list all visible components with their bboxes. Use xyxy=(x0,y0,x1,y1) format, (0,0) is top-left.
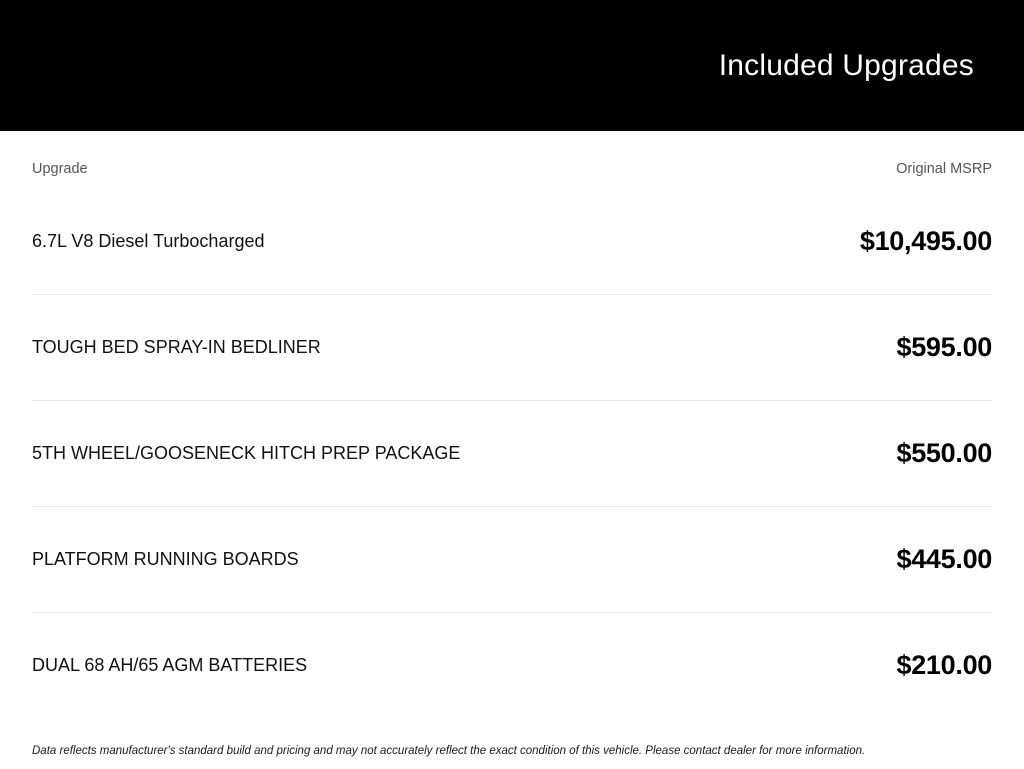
upgrade-name: PLATFORM RUNNING BOARDS xyxy=(32,507,512,613)
table-header-row xyxy=(32,131,992,189)
upgrade-name: 5TH WHEEL/GOOSENECK HITCH PREP PACKAGE xyxy=(32,401,512,507)
disclaimer-text: Data reflects manufacturer's standard build and pricing and may not accurately reflect the exact condition of this vehicle. Please contact dealer for more information. xyxy=(32,745,866,757)
table-row xyxy=(32,613,992,719)
upgrades-table xyxy=(32,131,992,718)
table-row xyxy=(32,189,992,295)
upgrade-price: $445.00 xyxy=(512,507,992,613)
table-row xyxy=(32,507,992,613)
upgrade-price: $10,495.00 xyxy=(859,226,992,256)
upgrade-price: $595.00 xyxy=(512,295,992,401)
column-header-upgrade: Upgrade xyxy=(32,161,88,177)
column-header-msrp: Original MSRP xyxy=(896,161,992,177)
page-header xyxy=(0,0,1024,131)
page-content xyxy=(0,131,1024,769)
upgrade-name: 6.7L V8 Diesel Turbocharged xyxy=(32,231,265,251)
upgrade-name: TOUGH BED SPRAY-IN BEDLINER xyxy=(32,295,512,401)
table-row xyxy=(32,295,992,401)
upgrade-name: DUAL 68 AH/65 AGM BATTERIES xyxy=(32,613,512,719)
table-row xyxy=(32,401,992,507)
table-body xyxy=(32,189,992,718)
table-header xyxy=(32,131,992,189)
upgrade-price: $550.00 xyxy=(512,401,992,507)
page-title: Included Upgrades xyxy=(718,48,974,82)
upgrade-price: $210.00 xyxy=(512,613,992,719)
